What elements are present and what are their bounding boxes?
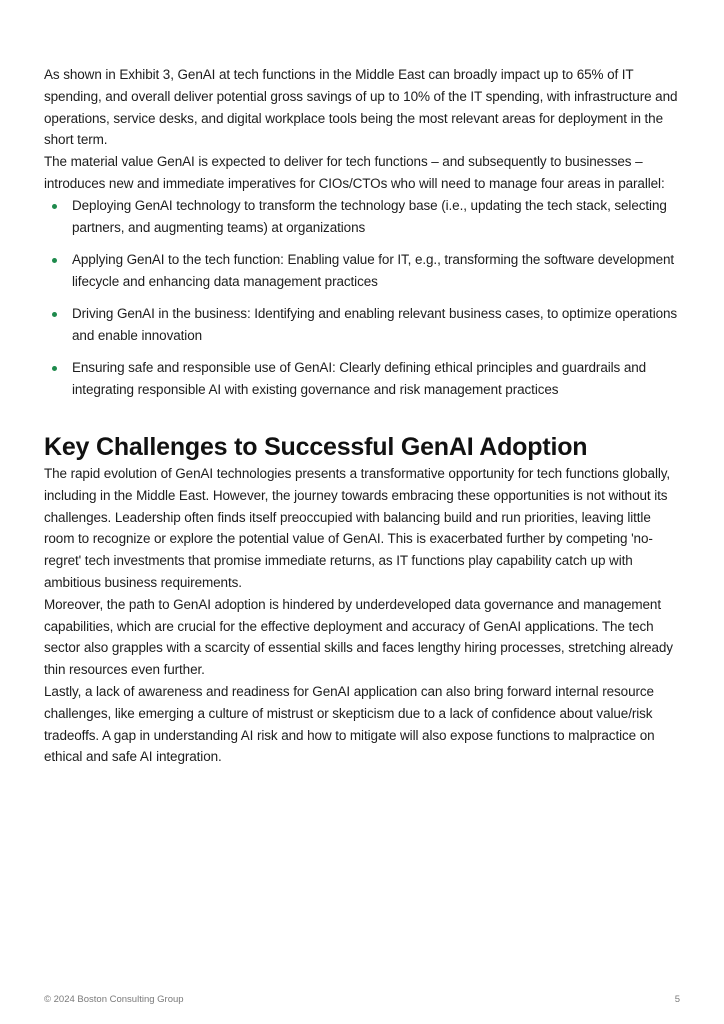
body-paragraph: Moreover, the path to GenAI adoption is hindered by underdeveloped data governance and management capabilities, which are crucial for the effective deployment and accuracy of GenAI applications. The tech sector also grapples with a scarcity of essential skills and faces lengthy hiring processes, stretching already thin resources even further. (44, 596, 673, 678)
document-page (44, 64, 684, 768)
page-number: 5 (674, 994, 680, 1005)
bullet-icon (52, 204, 57, 209)
body-paragraph: Lastly, a lack of awareness and readiness for GenAI application can also bring forward internal resource challenges, like emerging a culture of mistrust or skepticism due to a lack of confidence about value/risk tradeoffs. A gap in understanding AI risk and how to mitigate will also expose functions to malpractice on ethical and safe AI integration. (44, 683, 655, 765)
imperatives-list (44, 195, 684, 401)
footer-copyright: © 2024 Boston Consulting Group (44, 994, 184, 1005)
list-item-text: Applying GenAI to the tech function: Enabling value for IT, e.g., transforming the software development lifecycle and enhancing data management practices (72, 251, 675, 289)
bullet-icon (52, 366, 57, 371)
bullet-icon (52, 312, 57, 317)
section-heading: Key Challenges to Successful GenAI Adoption (44, 432, 588, 461)
list-item-text: Ensuring safe and responsible use of GenAI: Clearly defining ethical principles and guardrails and integrating responsible AI with existing governance and risk management practices (72, 360, 647, 398)
list-item-text: Deploying GenAI technology to transform the technology base (i.e., updating the tech stack, selecting partners, and augmenting teams) at organizations (72, 197, 667, 235)
list-item (44, 303, 684, 347)
intro-paragraph: As shown in Exhibit 3, GenAI at tech functions in the Middle East can broadly impact up to 65% of IT spending, and overall deliver potential gross savings of up to 10% of the IT spending, with infrastructure and operations, service desks, and digital workplace tools being the most relevant areas for deployment in the short term. (44, 67, 678, 148)
list-item-text: Driving GenAI in the business: Identifying and enabling relevant business cases, to optimize operations and enable innovation (72, 306, 678, 343)
body-paragraph: The rapid evolution of GenAI technologies presents a transformative opportunity for tech functions globally, including in the Middle East. However, the journey towards embracing these opportunities is not without its challenges. Leadership often finds itself preoccupied with balancing build and run priorities, leaving little room to recognize or explore the potential value of GenAI. This is exacerbated further by competing 'no-regret' tech investments that promise immediate returns, as IT functions play capability catch up with ambitious business requirements. (44, 465, 671, 590)
bullet-icon (52, 258, 57, 263)
list-item (44, 249, 684, 293)
list-item (44, 195, 684, 239)
list-item (44, 357, 684, 401)
intro-paragraph: The material value GenAI is expected to deliver for tech functions – and subsequently to businesses – introduces new and immediate imperatives for CIOs/CTOs who will need to manage four areas in parallel: (44, 154, 665, 191)
